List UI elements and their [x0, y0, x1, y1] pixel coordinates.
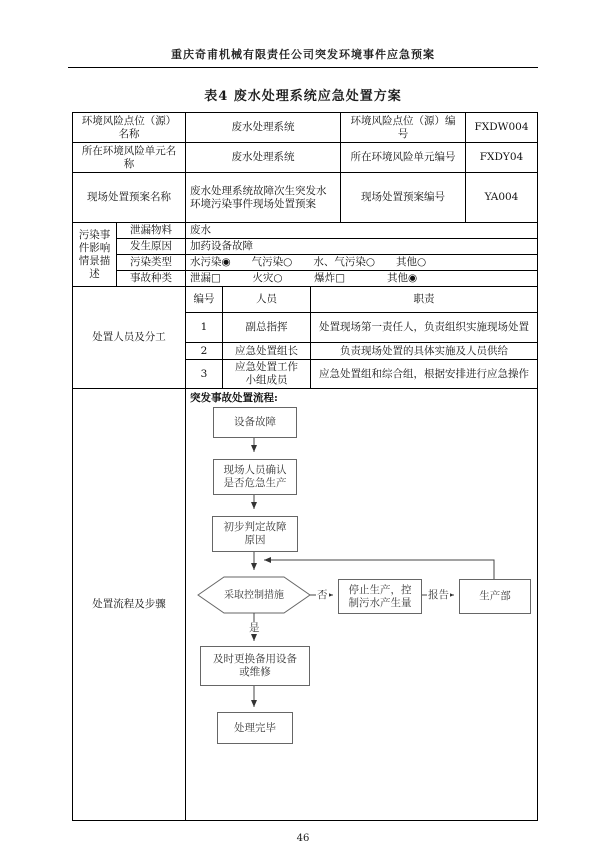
- flow-node-label: 初步判定故障原因: [223, 521, 287, 546]
- scenario-section-label: 污染事件影响情景描述: [73, 223, 117, 287]
- flow-decision-control-measures: 采取控制措施: [224, 590, 284, 601]
- flow-edge-label-report: 报告: [428, 589, 449, 601]
- risk-point-name-value: 废水处理系统: [186, 113, 341, 143]
- leak-material-label: 泄漏物料: [117, 223, 186, 239]
- cause-value: 加药设备故障: [186, 239, 538, 255]
- risk-unit-code-label: 所在环境风险单元编号: [341, 143, 466, 173]
- flowchart: [186, 389, 538, 820]
- table-row: [73, 287, 538, 313]
- personnel-section-label: 处置人员及分工: [73, 287, 186, 389]
- flow-edge-label-no: 否: [317, 589, 328, 601]
- pollution-type-options: 水污染◉ 气污染○ 水、气污染○ 其他○: [186, 255, 538, 271]
- flow-node-identify-cause: [212, 516, 298, 552]
- flow-node-label: 现场人员确认是否危急生产: [223, 464, 287, 489]
- flow-node-label: 停止生产，控制污水产生量: [348, 583, 412, 609]
- table-row: [73, 143, 538, 173]
- col-header-person: 人员: [223, 287, 311, 313]
- table-row: [73, 239, 538, 255]
- risk-unit-name-value: 废水处理系统: [186, 143, 341, 173]
- accident-type-label: 事故种类: [117, 271, 186, 287]
- leak-material-value: 废水: [186, 223, 538, 239]
- plan-code-label: 现场处置预案编号: [341, 173, 466, 223]
- flow-node-label: 处理完毕: [234, 721, 276, 734]
- personnel-number: 1: [186, 313, 223, 343]
- flow-node-production-dept: [459, 579, 531, 614]
- flow-title: 突发事故处置流程:: [190, 392, 278, 404]
- table-row: [73, 223, 538, 239]
- risk-point-name-label: 环境风险点位（源）名称: [73, 113, 186, 143]
- accident-type-options: 泄漏□ 火灾○ 爆炸□ 其他◉: [186, 271, 538, 287]
- page-number: 46: [296, 833, 310, 844]
- flow-node-label: 生产部: [479, 590, 511, 602]
- personnel-person: 应急处置工作小组成员: [223, 360, 311, 389]
- table-personnel: [72, 286, 538, 389]
- plan-name-label: 现场处置预案名称: [73, 173, 186, 223]
- risk-point-code-value: FXDW004: [466, 113, 538, 143]
- flow-node-label: 设备故障: [234, 416, 276, 428]
- page-title: 表4 废水处理系统应急处置方案: [204, 89, 402, 104]
- personnel-duty: 负责现场处置的具体实施及人员供给: [311, 343, 538, 360]
- risk-unit-name-label: 所在环境风险单元名称: [73, 143, 186, 173]
- flow-node-stop-production: [338, 579, 422, 614]
- flow-edge-label-yes: 是: [249, 622, 260, 634]
- personnel-person: 副总指挥: [223, 313, 311, 343]
- personnel-person: 应急处置组长: [223, 343, 311, 360]
- emergency-plan-table: [72, 112, 537, 821]
- flow-node-equipment-failure: [213, 407, 297, 438]
- table-row: [73, 389, 538, 821]
- plan-code-value: YA004: [466, 173, 538, 223]
- personnel-duty: 应急处置组和综合组，根据安排进行应急操作: [311, 360, 538, 389]
- table-row: [73, 173, 538, 223]
- personnel-number: 3: [186, 360, 223, 389]
- risk-unit-code-value: FXDY04: [466, 143, 538, 173]
- risk-point-code-label: 环境风险点位（源）编号: [341, 113, 466, 143]
- col-header-number: 编号: [186, 287, 223, 313]
- personnel-duty: 处置现场第一责任人，负责组织实施现场处置: [311, 313, 538, 343]
- cause-label: 发生原因: [117, 239, 186, 255]
- personnel-number: 2: [186, 343, 223, 360]
- flow-node-replace-equipment: [200, 646, 310, 686]
- plan-name-value: 废水处理系统故障次生突发水环境污染事件现场处置预案: [186, 173, 341, 223]
- pollution-type-label: 污染类型: [117, 255, 186, 271]
- table-flow: [72, 388, 538, 821]
- col-header-duty: 职责: [311, 287, 538, 313]
- document-header: 重庆奇甫机械有限责任公司突发环境事件应急预案: [68, 46, 538, 68]
- table-row: [73, 113, 538, 143]
- table-info: [72, 112, 538, 223]
- flow-section-label: 处置流程及步骤: [73, 389, 186, 821]
- table-row: [73, 255, 538, 271]
- flowchart-cell: [186, 389, 538, 821]
- flow-node-done: [217, 712, 293, 744]
- table-scenario: [72, 222, 538, 287]
- flow-node-confirm-danger: [213, 459, 297, 495]
- flow-node-label: 及时更换备用设备或维修: [213, 653, 297, 678]
- table-row: [73, 271, 538, 287]
